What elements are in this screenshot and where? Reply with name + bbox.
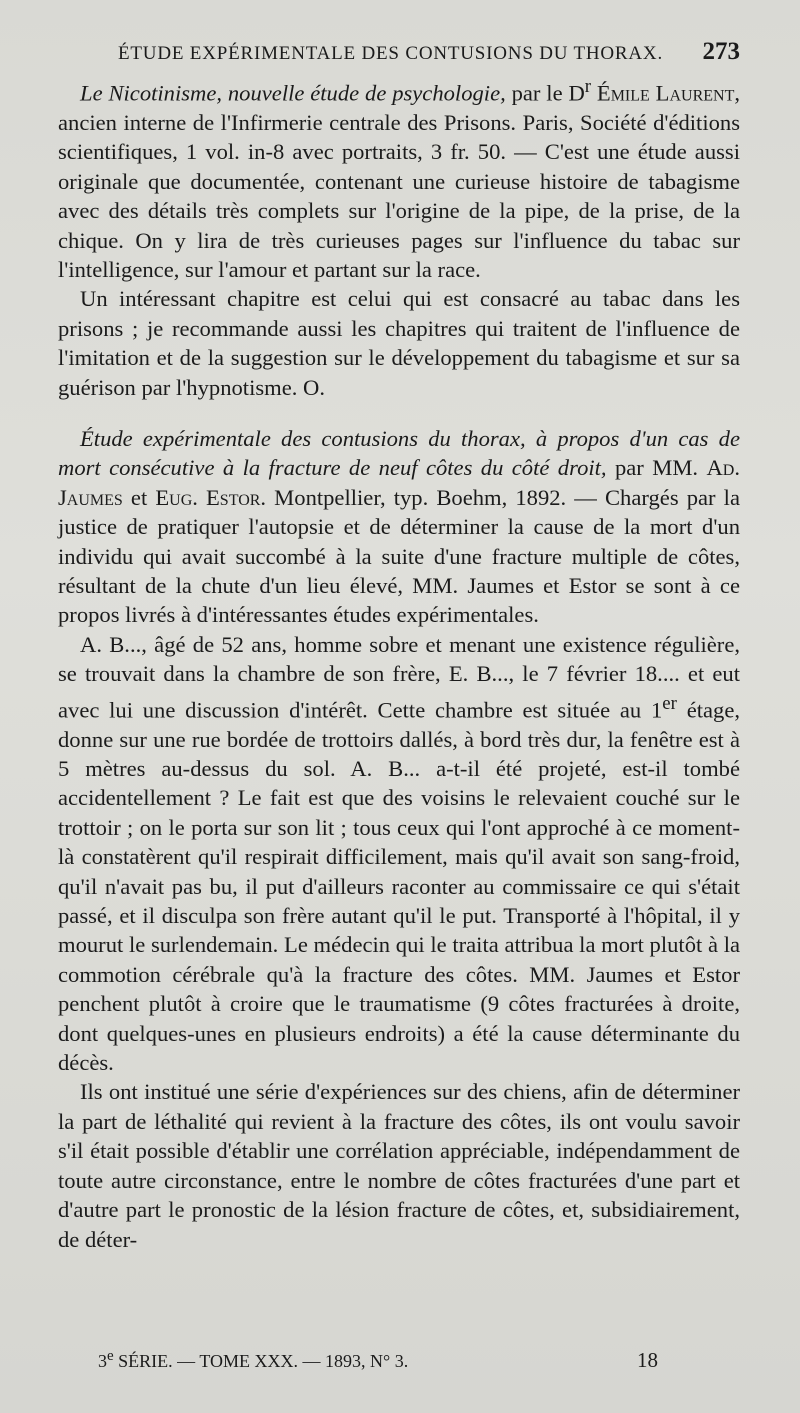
superscript: er <box>662 692 677 714</box>
review-contusions <box>58 424 740 630</box>
series-info <box>98 1348 408 1373</box>
page-footer <box>98 1348 658 1373</box>
running-title: ÉTUDE EXPÉRIMENTALE DES CONTUSIONS DU THORAX. <box>118 43 664 64</box>
text-run: . Montpellier, typ. Boehm, 1892. — Chargés par la justice de pratiquer l'autopsie et de déterminer la cause de la mort d'un individu qui avait succombé à la suite d'une fracture multiple de côtes, résultant de la chute d'un lieu élevé, MM. Jaumes et Estor se sont à ce propos livrés à d'intéressantes études expérimentales. <box>58 484 740 628</box>
superscript: r <box>584 76 592 97</box>
book-title: Le Nicotinisme, nouvelle étude de psychologie, <box>80 80 506 106</box>
text-run: et <box>122 484 156 510</box>
text-run: étage, donne sur une rue bordée de trottoirs dallés, à bord très dur, la fenêtre est à 5 mètres au-dessus du sol. A. B... a-t-il été projeté, est-il tombé accidentellement ? Le fait est que des voisins le relevaient couché sur le trottoir ; on le porta sur son lit ; tous ceux qui l'ont approché à ce moment-là constatèrent qu'il respirait difficilement, mais qu'il avait son sang-froid, qu'il n'avait pas bu, il put d'ailleurs raconter au commissaire ce qui s'était passé, et il disculpa son frère autant qu'il le put. Transporté à l'hôpital, il y mourut le surlendemain. Le médecin qui le traita attribua la mort plutôt à la commotion cérébrale qu'à la fracture des côtes. MM. Jaumes et Estor penchent plutôt à croire que le traumatisme (9 côtes fracturées à droite, dont quelques-unes en plusieurs endroits) a été la cause déterminante du décès. <box>58 697 740 1076</box>
author-name: Émile Laurent <box>591 80 735 106</box>
text-run: 3 <box>98 1351 107 1371</box>
signature-number: 18 <box>637 1348 658 1372</box>
author-name: Eug. Estor <box>155 484 261 510</box>
experiments-paragraph: Ils ont institué une série d'expériences sur des chiens, afin de déterminer la part de léthalité qui revient à la fracture des côtes, ils ont voulu savoir s'il était possible d'établir une corrélation appréciable, indépendamment de toute autre circonstance, entre le nombre de côtes fracturées d'une part et d'autre part le pronostic de la lésion fracture de côtes, et, subsidiairement, de déter- <box>58 1079 740 1252</box>
page-number: 273 <box>702 38 740 65</box>
text-run: par MM. <box>606 455 707 481</box>
text-run: , ancien interne de l'Infirmerie centrale des Prisons. Paris, Société d'éditions scientifiques, 1 vol. in-8 avec portraits, 3 fr. 50. — C'est une étude aussi originale que documentée, contenant une curieuse histoire de tabagisme avec des détails très complets sur l'origine de la pipe, de la prise, de la chique. On y lira de très curieuses pages sur l'influence du tabac sur l'intelligence, sur l'amour et partant sur la race. <box>58 80 740 282</box>
review-paragraph-2: Un intéressant chapitre est celui qui est consacré au tabac dans les prisons ; je recommande aussi les chapitres qui traitent de l'influence de l'imitation et de la suggestion sur le développement du tabagisme et sur sa guérison par l'hypnotisme. O. <box>58 286 740 400</box>
superscript: e <box>107 1348 114 1364</box>
text-run: par le D <box>505 80 585 106</box>
study-title: Étude expérimentale des contusions du thorax, à propos d'un cas de mort consécutive à la fracture de neuf côtes du côté droit, <box>58 426 740 481</box>
text-run: SÉRIE. — TOME XXX. — 1893, N° 3. <box>113 1351 409 1371</box>
review-nicotinisme <box>58 72 740 284</box>
case-paragraph <box>58 630 740 1078</box>
author-name: Ad. Jaumes <box>58 455 741 510</box>
running-header <box>58 38 740 66</box>
text-run: A. B..., âgé de 52 ans, homme sobre et menant une existence régulière, se trouvait dans la chambre de son frère, E. B..., le 7 février 18.... et eut avec lui une discussion d'intérêt. Cette chambre est située au 1 <box>58 631 740 723</box>
body-text <box>58 72 740 1254</box>
